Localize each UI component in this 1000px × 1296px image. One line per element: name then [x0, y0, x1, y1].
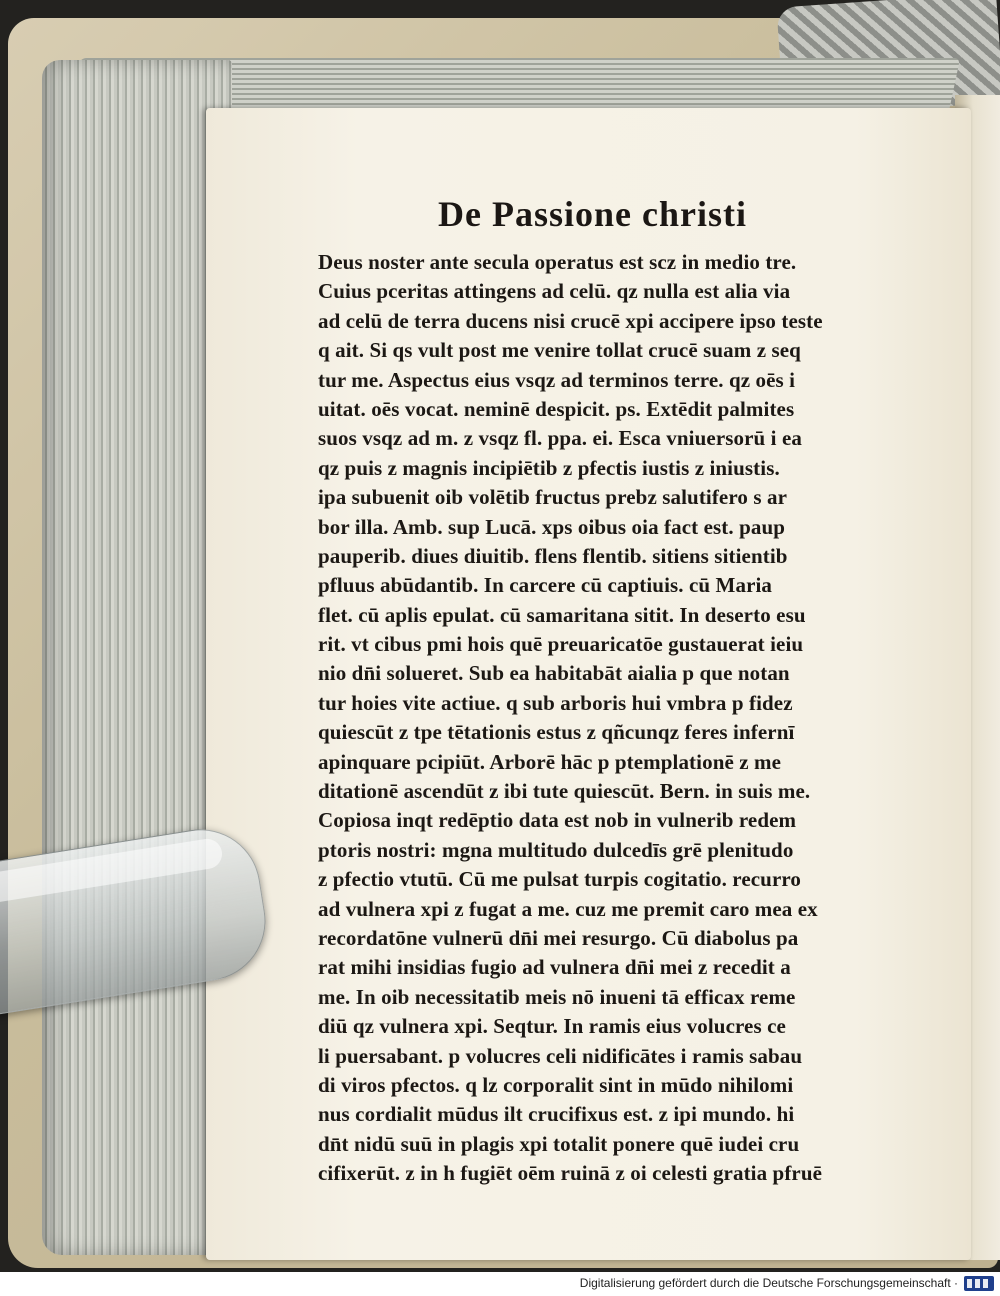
text-line: apinquare pcipiūt. Arborē hāc p ptemplationē z me: [318, 749, 782, 774]
text-line: bor illa. Amb. sup Lucā. xps oibus oia fact est. paup: [318, 514, 786, 539]
funding-credit: Digitalisierung gefördert durch die Deutsche Forschungsgemeinschaft ·: [579, 1276, 958, 1290]
text-line: uitat. oēs vocat. neminē despicit. ps. Extēdit palmites: [318, 396, 795, 421]
text-line: diū qz vulnera xpi. Seqtur. In ramis eius volucres ce: [318, 1014, 786, 1039]
text-line: ptoris nostri: mgna multitudo dulcedīs grē plenitudo: [318, 837, 794, 862]
dfg-logo-icon: [964, 1276, 994, 1291]
text-line: ad vulnera xpi z fugat a me. cuz me premit caro mea ex: [318, 896, 818, 921]
text-line: recordatōne vulnerū dn̄i mei resurgo. Cū diabolus pa: [318, 925, 799, 950]
text-line: z pfectio vtutū. Cū me pulsat turpis cogitatio. recurro: [318, 867, 802, 892]
text-line: dn̄t nidū suū in plagis xpi totalit ponere quē iudei cru: [318, 1131, 800, 1156]
text-line: rat mihi insidias fugio ad vulnera dn̄i mei z recedit a: [318, 955, 791, 980]
running-head: De Passione christi: [438, 194, 747, 234]
text-line: ditationē ascendūt z ibi tute quiescūt. Bern. in suis me.: [318, 779, 811, 804]
text-line: tur me. Aspectus eius vsqz ad terminos terre. qz oēs i: [318, 367, 796, 392]
printed-page: [206, 108, 971, 1260]
text-line: quiescūt z tpe tētationis estus z qñcunqz feres infernī: [318, 720, 795, 745]
text-line: tur hoies vite actiue. q sub arboris hui vmbra p fidez: [318, 690, 793, 715]
text-line: Cuius pceritas attingens ad celū. qz nulla est alia via: [318, 279, 791, 304]
text-line: q ait. Si qs vult post me venire tollat crucē suam z seq: [318, 338, 801, 363]
text-line: flet. cū aplis epulat. cū samaritana sitit. In deserto esu: [318, 602, 806, 627]
text-line: pauperib. diues diuitib. flens flentib. sitiens sitientib: [318, 543, 788, 568]
text-line: ipa subuenit oib volētib fructus prebz salutifero s ar: [318, 485, 787, 510]
text-line: me. In oib necessitatib meis nō inueni tā efficax reme: [318, 984, 796, 1009]
text-line: ad celū de terra ducens nisi crucē xpi accipere ipso teste: [318, 308, 823, 333]
footer-bar: [0, 1272, 1000, 1296]
text-line: rit. vt cibus pmi hois quē preuaricatōe gustauerat ieiu: [318, 632, 804, 657]
text-line: li puersabant. p volucres celi nidificātes i ramis sabau: [318, 1043, 803, 1068]
text-line: nus cordialit mūdus ilt crucifixus est. z ipi mundo. hi: [318, 1102, 795, 1127]
text-line: suos vsqz ad m. z vsqz fl. ppa. ei. Esca vniuersorū i ea: [318, 426, 802, 451]
text-block: [318, 248, 928, 1189]
text-line: cifixerūt. z in h fugiēt oēm ruinā z oi celesti gratia pfruē: [318, 1161, 823, 1186]
text-line: qz puis z magnis incipiētib z pfectis iustis z iniustis.: [318, 455, 780, 480]
text-line: pfluus abūdantib. In carcere cū captiuis. cū Maria: [318, 573, 773, 598]
text-line: Copiosa inqt redēptio data est nob in vulnerib redem: [318, 808, 797, 833]
text-line: di viros pfectos. q lz corporalit sint in mūdo nihilomi: [318, 1072, 794, 1097]
fore-edge-pages: [42, 60, 232, 1255]
text-line: nio dn̄i solueret. Sub ea habitabāt aialia p que notan: [318, 661, 790, 686]
text-line: Deus noster ante secula operatus est scz in medio tre.: [318, 250, 797, 274]
